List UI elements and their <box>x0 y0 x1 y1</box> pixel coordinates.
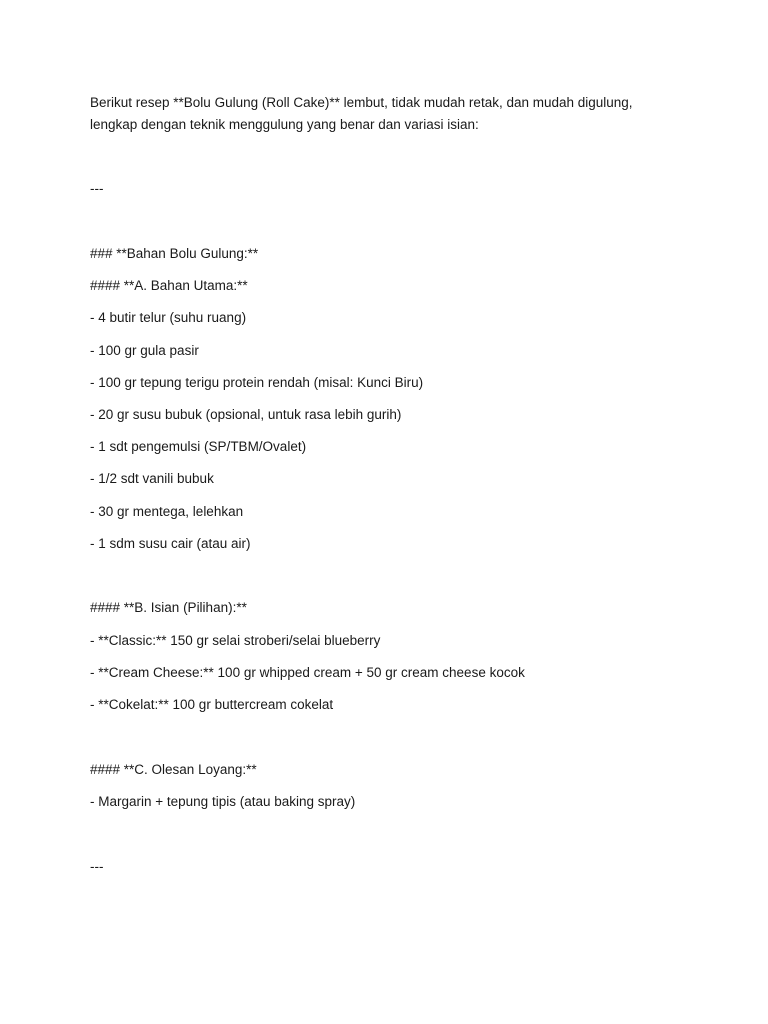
separator-2: --- <box>90 859 104 874</box>
list-item: - 100 gr tepung terigu protein rendah (misal: Kunci Biru) <box>90 375 424 390</box>
heading-bahan-utama: #### **A. Bahan Utama:** <box>90 278 248 293</box>
list-item: - 1/2 sdt vanili bubuk <box>90 471 214 486</box>
list-item: - 1 sdt pengemulsi (SP/TBM/Ovalet) <box>90 439 307 454</box>
list-item: - 20 gr susu bubuk (opsional, untuk rasa lebih gurih) <box>90 407 402 422</box>
list-item: - 30 gr mentega, lelehkan <box>90 504 244 519</box>
intro-line-1: Berikut resep **Bolu Gulung (Roll Cake)** lembut, tidak mudah retak, dan mudah digulung, <box>90 95 633 110</box>
list-item: - 4 butir telur (suhu ruang) <box>90 310 247 325</box>
intro-line-2: lengkap dengan teknik menggulung yang benar dan variasi isian: <box>90 117 479 132</box>
list-item: - **Cream Cheese:** 100 gr whipped cream + 50 gr cream cheese kocok <box>90 665 525 680</box>
list-item: - 100 gr gula pasir <box>90 343 199 358</box>
heading-olesan-loyang: #### **C. Olesan Loyang:** <box>90 762 257 777</box>
list-item: - Margarin + tepung tipis (atau baking spray) <box>90 794 356 809</box>
separator-1: --- <box>90 181 104 196</box>
list-item: - 1 sdm susu cair (atau air) <box>90 536 251 551</box>
heading-isian-pilihan: #### **B. Isian (Pilihan):** <box>90 600 247 615</box>
list-item: - **Cokelat:** 100 gr buttercream cokelat <box>90 697 334 712</box>
list-item: - **Classic:** 150 gr selai stroberi/selai blueberry <box>90 633 381 648</box>
heading-bahan-bolu-gulung: ### **Bahan Bolu Gulung:** <box>90 246 259 261</box>
